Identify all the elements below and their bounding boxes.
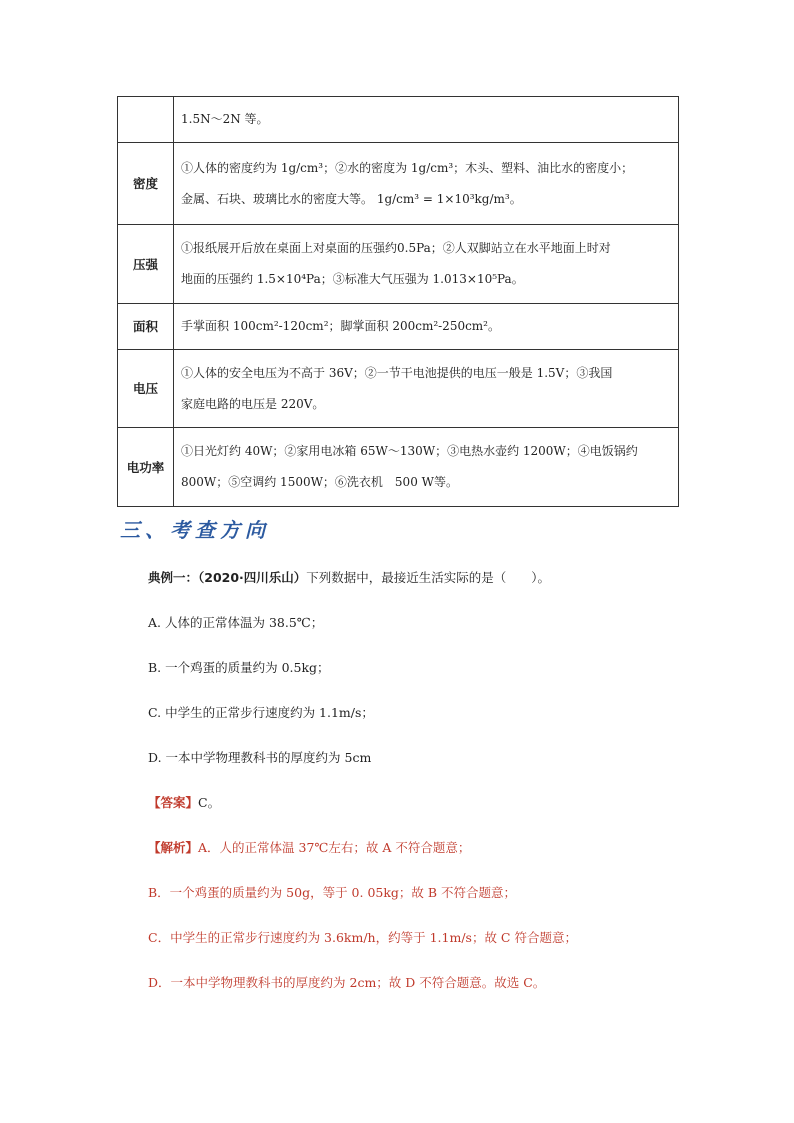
row-content — [174, 304, 679, 350]
example-question-text: 下列数据中，最接近生活实际的是（ ）。 — [306, 570, 551, 585]
row-label: 电压 — [118, 350, 174, 428]
answer-tag: 【答案】 — [148, 795, 199, 810]
section-heading: 三、考查方向 — [120, 518, 270, 542]
table-row — [118, 97, 679, 143]
row-line: ①人体的安全电压为不高于 36V；②一节干电池提供的电压一般是 1.5V；③我国 — [181, 365, 613, 380]
analysis-line-b: B．一个鸡蛋的质量约为 50g，等于 0. 05kg；故 B 不符合题意； — [148, 885, 517, 900]
physical-quantities-table — [117, 96, 679, 507]
option-c: C. 中学生的正常步行速度约为 1.1m/s； — [148, 705, 374, 720]
option-d: D. 一本中学物理教科书的厚度约为 5cm — [148, 750, 372, 765]
analysis-tag: 【解析】 — [148, 840, 199, 855]
row-line: 800W；⑤空调约 1500W；⑥洗衣机 500 W等。 — [181, 475, 458, 489]
example-label: 典例一：（2020·四川乐山） — [148, 570, 307, 585]
row-line: ①报纸展开后放在桌面上对桌面的压强约0.5Pa；②人双脚站立在水平地面上时对 — [181, 241, 611, 255]
table-row — [118, 304, 679, 350]
row-line: 家庭电路的电压是 220V。 — [181, 396, 325, 411]
row-line: 手掌面积 100cm²-120cm²；脚掌面积 200cm²-250cm²。 — [181, 319, 500, 333]
answer-text: C。 — [198, 795, 221, 810]
table-row — [118, 428, 679, 507]
row-content — [174, 225, 679, 304]
row-line: 地面的压强约 1.5×10⁴Pa；③标准大气压强为 1.013×10⁵Pa。 — [181, 272, 524, 286]
row-content — [174, 428, 679, 507]
row-label: 面积 — [118, 304, 174, 350]
answer — [148, 793, 220, 811]
row-content — [174, 143, 679, 225]
row-line: ①人体的密度约为 1g/cm³；②水的密度为 1g/cm³；木头、塑料、油比水的密度小； — [181, 160, 634, 175]
row-label — [118, 97, 174, 143]
analysis-line-d: D．一本中学物理教科书的厚度约为 2cm；故 D 不符合题意。故选 C。 — [148, 975, 546, 990]
table-row — [118, 225, 679, 304]
analysis-line-a: A．人的正常体温 37℃左右；故 A 不符合题意； — [198, 840, 471, 855]
row-line: 1.5N～2N 等。 — [181, 112, 269, 126]
row-content — [174, 97, 679, 143]
example-question — [148, 568, 550, 586]
row-label: 电功率 — [118, 428, 174, 507]
row-label: 密度 — [118, 143, 174, 225]
row-content — [174, 350, 679, 428]
table-row — [118, 350, 679, 428]
option-b: B. 一个鸡蛋的质量约为 0.5kg； — [148, 660, 330, 675]
row-label: 压强 — [118, 225, 174, 304]
table-row — [118, 143, 679, 225]
option-a: A. 人体的正常体温为 38.5℃； — [148, 615, 324, 630]
analysis — [148, 838, 470, 856]
analysis-line-c: C．中学生的正常步行速度约为 3.6km/h，约等于 1.1m/s；故 C 符合题意； — [148, 930, 577, 945]
row-line: ①日光灯约 40W；②家用电冰箱 65W～130W；③电热水壶约 1200W；④电饭锅约 — [181, 444, 638, 458]
row-line: 金属、石块、玻璃比水的密度大等。 1g/cm³ = 1×10³kg/m³。 — [181, 191, 522, 206]
